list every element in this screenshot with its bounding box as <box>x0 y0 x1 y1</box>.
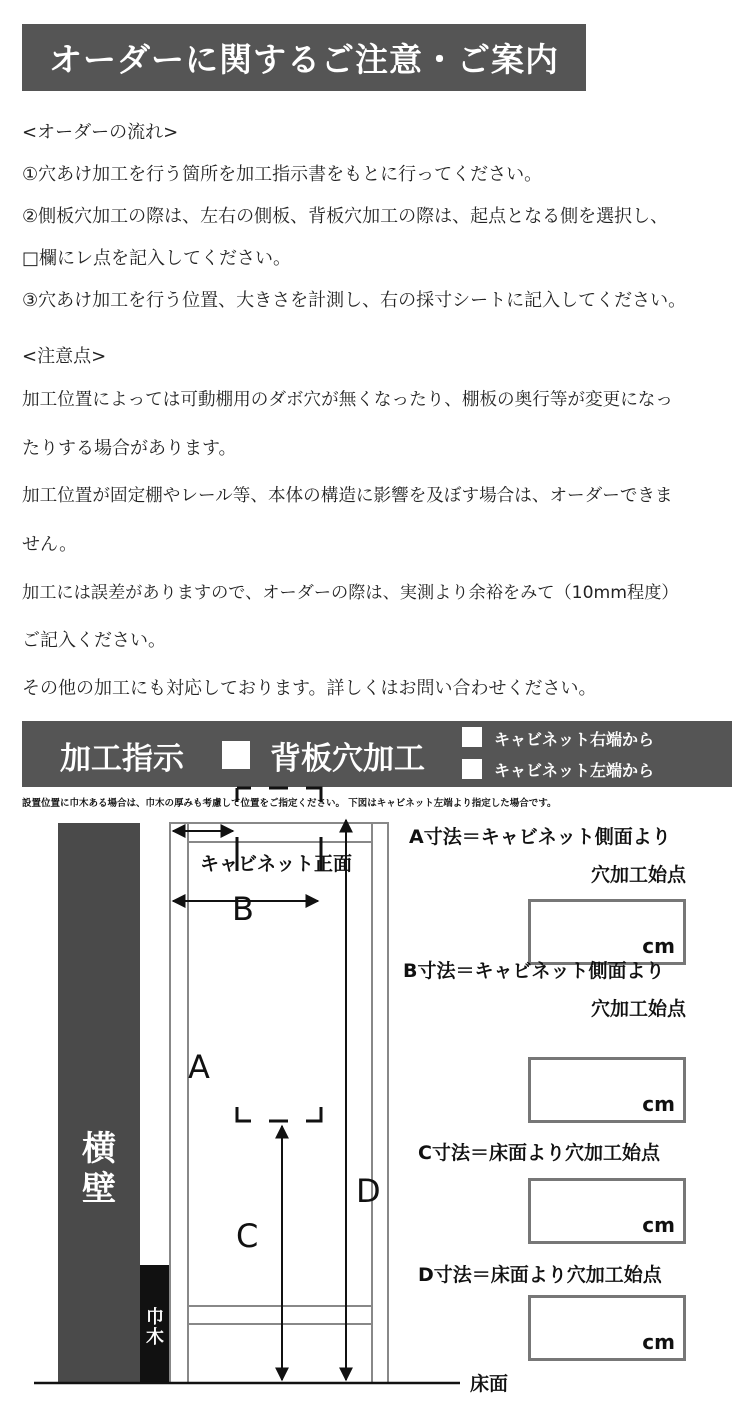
left-end-label: キャビネット左端から <box>494 761 655 780</box>
dim-d-unit: cm <box>642 1330 675 1354</box>
dim-a-unit: cm <box>642 934 675 958</box>
letter-c: C <box>236 1217 259 1255</box>
letter-b: B <box>232 890 254 928</box>
caution-p1: 加工位置によっては可動棚用のダボ穴が無くなったり、棚板の奥行等が変更になっ <box>22 390 673 410</box>
baseboard-label: 巾木 <box>146 1307 164 1348</box>
instruction-label: 加工指示 <box>60 741 184 777</box>
flow-step-2: ②側板穴加工の際は、左右の側板、背板穴加工の際は、起点となる側を選択し、 <box>22 206 669 227</box>
instruction-note: 設置位置に巾木ある場合は、巾木の厚みも考慮して位置をご指定ください。 下図はキャビネット左端より指定した場合です。 <box>22 798 557 809</box>
side-wall <box>58 823 140 1383</box>
cabinet-outline <box>170 823 388 1383</box>
dim-a-sub: 穴加工始点 <box>590 864 686 886</box>
page-title: オーダーに関するご注意・ご案内 <box>22 24 586 91</box>
caution-p4: その他の加工にも対応しております。詳しくはお問い合わせください。 <box>22 678 597 699</box>
dim-c-unit: cm <box>642 1213 675 1237</box>
caution-p3: 加工には誤差がありますので、オーダーの際は、実測より余裕をみて（10mm程度） <box>22 583 679 603</box>
flow-step-2-cont: □欄にレ点を記入してください。 <box>22 248 292 269</box>
flow-step-1: ①穴あけ加工を行う箇所を加工指示書をもとに行ってください。 <box>22 164 543 185</box>
dim-b-unit: cm <box>642 1092 675 1116</box>
dim-c-label: C寸法＝床面より穴加工始点 <box>418 1142 660 1164</box>
right-end-label: キャビネット右端から <box>494 730 655 749</box>
caution-p3-cont: ご記入ください。 <box>22 630 166 651</box>
flow-step-3: ③穴あけ加工を行う位置、大きさを計測し、右の採寸シートに記入してください。 <box>22 290 687 311</box>
hole-outline-top <box>237 788 321 1121</box>
dim-a-label: A寸法＝キャビネット側面より <box>409 826 671 848</box>
dim-b-input[interactable] <box>528 1057 686 1123</box>
floor-label: 床面 <box>470 1373 509 1395</box>
letter-d: D <box>356 1172 381 1210</box>
cabinet-front-label: キャビネット正面 <box>199 853 353 875</box>
back-panel-label: 背板穴加工 <box>270 741 425 777</box>
letter-a: A <box>188 1048 210 1086</box>
dim-d-label: D寸法＝床面より穴加工始点 <box>418 1264 662 1286</box>
caution-heading: <注意点> <box>22 346 107 367</box>
dim-d-input[interactable] <box>528 1295 686 1361</box>
dim-c-input[interactable] <box>528 1178 686 1244</box>
caution-p2: 加工位置が固定棚やレール等、本体の構造に影響を及ぼす場合は、オーダーできま <box>22 486 673 506</box>
caution-p2-cont: せん。 <box>22 534 78 555</box>
dim-b-sub: 穴加工始点 <box>590 998 686 1020</box>
wall-label-1: 横壁 <box>82 1129 116 1209</box>
dim-b-label: B寸法＝キャビネット側面より <box>403 960 665 982</box>
flow-heading: <オーダーの流れ> <box>22 122 179 143</box>
caution-p1-cont: たりする場合があります。 <box>22 438 237 459</box>
